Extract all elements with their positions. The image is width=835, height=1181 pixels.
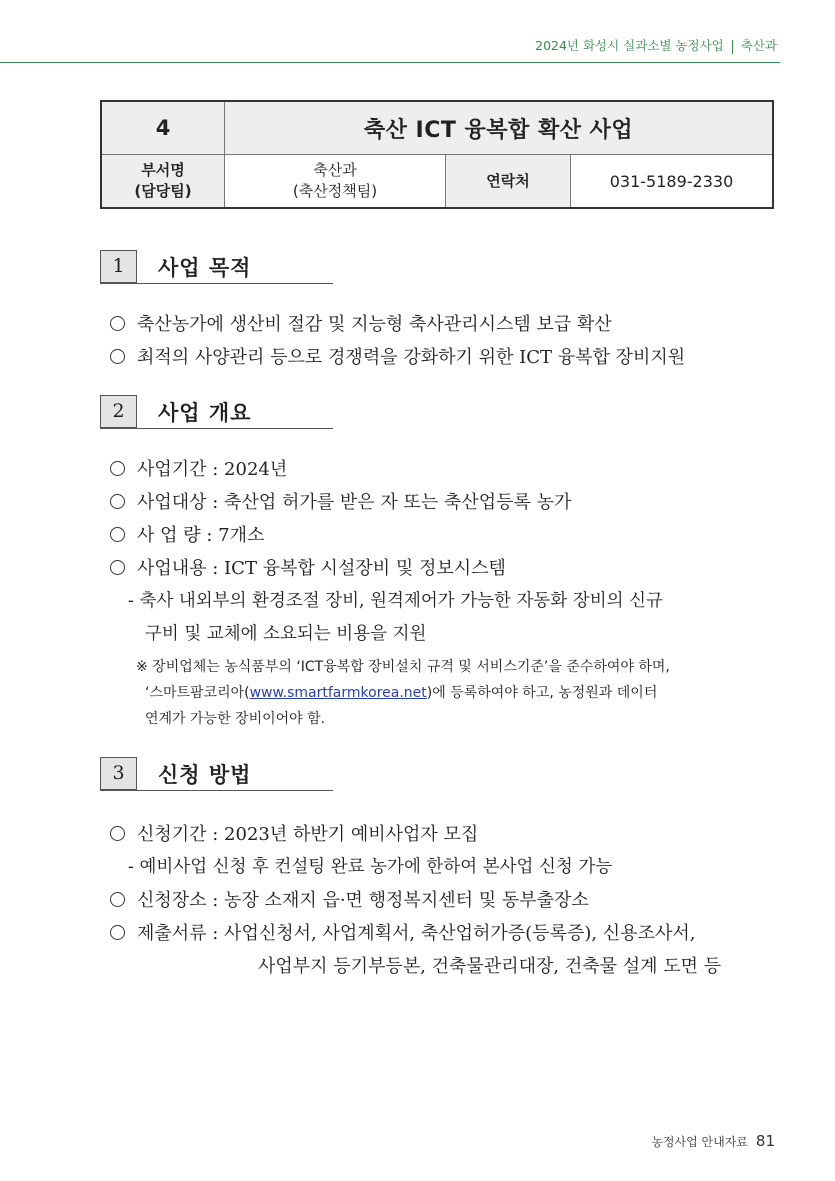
circle-bullet-icon	[110, 925, 125, 940]
sub-list-item-continuation: 구비 및 교체에 소요되는 비용을 지원	[145, 624, 427, 644]
list-item: 최적의 사양관리 등으로 경쟁력을 강화하기 위한 ICT 융복합 장비지원	[110, 343, 685, 369]
section-number: 2	[100, 395, 137, 428]
note-line: ‘스마트팜코리아(www.smartfarmkorea.net)에 등록하여야 하고, 농정원과 데이터	[145, 685, 658, 701]
section-number: 1	[100, 250, 137, 283]
header-doc-title: 2024년 화성시 실과소별 농정사업	[535, 38, 724, 53]
section-rule	[100, 283, 333, 284]
footer-label: 농정사업 안내자료	[651, 1135, 748, 1149]
contact-label: 연락처	[446, 155, 571, 209]
circle-bullet-icon	[110, 527, 125, 542]
contact-value: 031-5189-2330	[571, 155, 774, 209]
circle-bullet-icon	[110, 826, 125, 841]
circle-bullet-icon	[110, 494, 125, 509]
section-number: 3	[100, 757, 137, 790]
header-dept: 축산과	[740, 38, 777, 53]
list-item: 사업내용 : ICT 융복합 시설장비 및 정보시스템	[110, 554, 506, 580]
circle-bullet-icon	[110, 560, 125, 575]
list-item: 제출서류 : 사업신청서, 사업계획서, 축산업허가증(등록증), 신용조사서,	[110, 919, 695, 945]
project-number: 4	[101, 101, 225, 155]
list-item: 신청기간 : 2023년 하반기 예비사업자 모집	[110, 820, 478, 846]
project-contact-row	[101, 155, 773, 209]
page-footer	[651, 1132, 775, 1150]
sub-list-item: - 축사 내외부의 환경조절 장비, 원격제어가 가능한 자동화 장비의 신규	[128, 591, 663, 611]
section-rule	[100, 428, 333, 429]
smartfarmkorea-link[interactable]: www.smartfarmkorea.net	[249, 685, 427, 701]
circle-bullet-icon	[110, 349, 125, 364]
project-info-table	[100, 100, 774, 209]
list-item: 사 업 량 : 7개소	[110, 521, 264, 547]
circle-bullet-icon	[110, 461, 125, 476]
section-title: 사업 개요	[158, 401, 252, 425]
note-line: ※ 장비업체는 농식품부의 ‘ICT융복합 장비설치 규격 및 서비스기준’을 준수하여야 하며,	[136, 659, 670, 675]
circle-bullet-icon	[110, 892, 125, 907]
header-rule	[0, 62, 780, 63]
section-title: 신청 방법	[158, 763, 252, 787]
circle-bullet-icon	[110, 316, 125, 331]
note-line: 연계가 가능한 장비이어야 함.	[145, 711, 326, 727]
sub-list-item: - 예비사업 신청 후 컨설팅 완료 농가에 한하여 본사업 신청 가능	[128, 857, 613, 877]
list-item: 축산농가에 생산비 절감 및 지능형 축사관리시스템 보급 확산	[110, 310, 612, 336]
section-title: 사업 목적	[158, 256, 252, 280]
dept-value-line2: (축산정책팀)	[292, 182, 378, 200]
dept-label-line1: 부서명	[141, 161, 185, 179]
header-separator	[732, 40, 733, 54]
project-title-row	[101, 101, 773, 155]
list-item: 신청장소 : 농장 소재지 읍·면 행정복지센터 및 동부출장소	[110, 886, 589, 912]
list-item: 사업기간 : 2024년	[110, 455, 287, 481]
page-header	[535, 36, 777, 54]
dept-label	[101, 155, 225, 209]
dept-value-line1: 축산과	[313, 161, 357, 179]
dept-value	[225, 155, 446, 209]
dept-label-line2: (담당팀)	[134, 182, 192, 200]
page-number: 81	[755, 1132, 775, 1150]
section-rule	[100, 790, 333, 791]
list-item: 사업대상 : 축산업 허가를 받은 자 또는 축산업등록 농가	[110, 488, 571, 514]
list-item-continuation: 사업부지 등기부등본, 건축물관리대장, 건축물 설계 도면 등	[258, 956, 722, 977]
project-title: 축산 ICT 융복합 확산 사업	[225, 101, 774, 155]
